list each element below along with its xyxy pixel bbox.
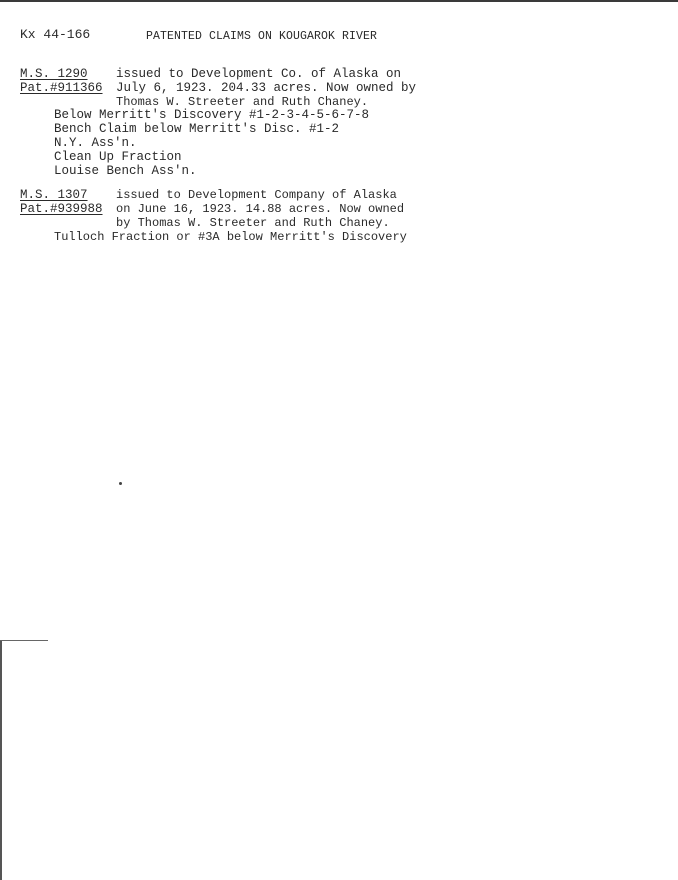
- entry-text-line: issued to Development Company of Alaska: [116, 188, 397, 202]
- survey-number: M.S. 1290: [20, 67, 88, 81]
- entry-text-line: Thomas W. Streeter and Ruth Chaney.: [116, 95, 369, 109]
- patent-number: Pat.#911366: [20, 81, 103, 95]
- entry-text-line: on June 16, 1923. 14.88 acres. Now owned: [116, 202, 405, 216]
- file-reference: Kx 44-166: [20, 27, 91, 42]
- scan-speck: [119, 482, 122, 485]
- scan-edge-top: [0, 0, 678, 2]
- claim-line: Bench Claim below Merritt's Disc. #1-2: [54, 122, 340, 136]
- entry-text-line: issued to Development Co. of Alaska on: [116, 67, 402, 81]
- claim-line: Clean Up Fraction: [54, 150, 182, 164]
- claim-line: Tulloch Fraction or #3A below Merritt's Discovery: [54, 230, 407, 244]
- page-title: PATENTED CLAIMS ON KOUGAROK RIVER: [146, 30, 378, 43]
- scan-edge-mark: [0, 640, 48, 641]
- entry-text-line: by Thomas W. Streeter and Ruth Chaney.: [116, 216, 390, 230]
- patent-number: Pat.#939988: [20, 202, 103, 216]
- claim-line: Below Merritt's Discovery #1-2-3-4-5-6-7-8: [54, 108, 370, 122]
- survey-number: M.S. 1307: [20, 188, 88, 202]
- scan-edge-left: [0, 640, 2, 880]
- claim-line: Louise Bench Ass'n.: [54, 164, 197, 178]
- claim-line: N.Y. Ass'n.: [54, 136, 137, 150]
- entry-text-line: July 6, 1923. 204.33 acres. Now owned by: [116, 81, 417, 95]
